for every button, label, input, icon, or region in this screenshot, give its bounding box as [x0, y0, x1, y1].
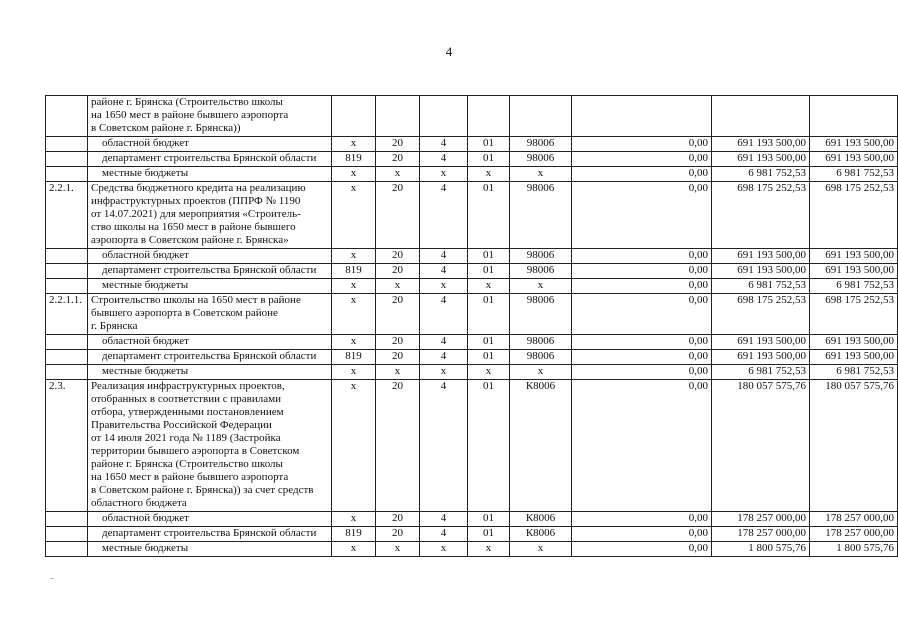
code-cell-direction: 98006: [510, 152, 572, 167]
code-cell-subprogram: х: [420, 365, 468, 380]
table-row: [46, 542, 898, 557]
code-cell-direction: 98006: [510, 335, 572, 350]
code-cell-main-event: 01: [468, 264, 510, 279]
table-row: [46, 264, 898, 279]
amount-cell-1: 0,00: [572, 365, 712, 380]
code-cell-main-event: х: [468, 542, 510, 557]
code-cell-main-event: 01: [468, 182, 510, 249]
code-cell-subprogram: 4: [420, 512, 468, 527]
code-cell-grbs: 819: [332, 152, 376, 167]
row-name-cell: Строительство школы на 1650 мест в районе бывшего аэропорта в Советском районе г. Брянска: [88, 294, 332, 335]
code-cell-subprogram: х: [420, 167, 468, 182]
row-number-cell: 2.2.1.: [46, 182, 88, 249]
code-cell-program: 20: [376, 527, 420, 542]
code-cell-main-event: 01: [468, 152, 510, 167]
code-cell-program: 20: [376, 380, 420, 512]
amount-cell-2: 691 193 500,00: [712, 350, 810, 365]
amount-cell-2: 1 800 575,76: [712, 542, 810, 557]
code-cell-grbs: х: [332, 380, 376, 512]
code-cell-subprogram: 4: [420, 152, 468, 167]
row-name-cell: областной бюджет: [88, 335, 332, 350]
row-number-cell: [46, 527, 88, 542]
budget-table: [45, 95, 898, 557]
amount-cell-3: 1 800 575,76: [810, 542, 898, 557]
table-row: [46, 365, 898, 380]
amount-cell-1: 0,00: [572, 152, 712, 167]
row-number-cell: 2.3.: [46, 380, 88, 512]
amount-cell-3: 691 193 500,00: [810, 152, 898, 167]
code-cell-subprogram: 4: [420, 182, 468, 249]
code-cell-program: 20: [376, 335, 420, 350]
row-number-cell: [46, 512, 88, 527]
amount-cell-2: 691 193 500,00: [712, 137, 810, 152]
amount-cell-2: 180 057 575,76: [712, 380, 810, 512]
row-name-cell: районе г. Брянска (Строительство школы на 1650 мест в районе бывшего аэропорта в Советском районе г. Брянска)): [88, 96, 332, 137]
amount-cell-2: 698 175 252,53: [712, 294, 810, 335]
amount-cell-3: 698 175 252,53: [810, 294, 898, 335]
amount-cell-3: 6 981 752,53: [810, 279, 898, 294]
code-cell-program: х: [376, 365, 420, 380]
code-cell-program: 20: [376, 294, 420, 335]
code-cell-program: [376, 96, 420, 137]
amount-cell-3: 691 193 500,00: [810, 350, 898, 365]
code-cell-direction: 98006: [510, 264, 572, 279]
row-name-cell: областной бюджет: [88, 137, 332, 152]
code-cell-grbs: х: [332, 182, 376, 249]
code-cell-grbs: х: [332, 365, 376, 380]
code-cell-program: 20: [376, 249, 420, 264]
row-name-cell: департамент строительства Брянской области: [88, 350, 332, 365]
row-name-cell: местные бюджеты: [88, 365, 332, 380]
row-number-cell: 2.2.1.1.: [46, 294, 88, 335]
code-cell-direction: х: [510, 279, 572, 294]
code-cell-grbs: х: [332, 294, 376, 335]
amount-cell-1: 0,00: [572, 137, 712, 152]
code-cell-main-event: 01: [468, 294, 510, 335]
row-number-cell: [46, 137, 88, 152]
code-cell-grbs: х: [332, 249, 376, 264]
code-cell-subprogram: 4: [420, 294, 468, 335]
code-cell-subprogram: 4: [420, 335, 468, 350]
table-row: [46, 137, 898, 152]
table-row: [46, 527, 898, 542]
page-number: 4: [445, 44, 453, 59]
amount-cell-2: 698 175 252,53: [712, 182, 810, 249]
amount-cell-3: 691 193 500,00: [810, 249, 898, 264]
code-cell-grbs: х: [332, 335, 376, 350]
table-row: [46, 294, 898, 335]
row-name-cell: областной бюджет: [88, 249, 332, 264]
code-cell-direction: х: [510, 167, 572, 182]
amount-cell-1: 0,00: [572, 542, 712, 557]
amount-cell-1: 0,00: [572, 167, 712, 182]
code-cell-grbs: 819: [332, 350, 376, 365]
code-cell-grbs: х: [332, 542, 376, 557]
code-cell-direction: [510, 96, 572, 137]
code-cell-subprogram: 4: [420, 350, 468, 365]
code-cell-direction: К8006: [510, 380, 572, 512]
amount-cell-2: [712, 96, 810, 137]
code-cell-direction: 98006: [510, 350, 572, 365]
amount-cell-2: 691 193 500,00: [712, 335, 810, 350]
code-cell-main-event: 01: [468, 137, 510, 152]
code-cell-direction: х: [510, 542, 572, 557]
amount-cell-3: [810, 96, 898, 137]
amount-cell-1: 0,00: [572, 264, 712, 279]
amount-cell-1: 0,00: [572, 512, 712, 527]
amount-cell-1: 0,00: [572, 350, 712, 365]
code-cell-direction: К8006: [510, 512, 572, 527]
row-number-cell: [46, 152, 88, 167]
code-cell-main-event: 01: [468, 249, 510, 264]
row-name-cell: департамент строительства Брянской области: [88, 264, 332, 279]
code-cell-direction: К8006: [510, 527, 572, 542]
code-cell-direction: 98006: [510, 137, 572, 152]
table-row: [46, 152, 898, 167]
table-row: [46, 335, 898, 350]
code-cell-program: 20: [376, 137, 420, 152]
row-name-cell: департамент строительства Брянской области: [88, 152, 332, 167]
amount-cell-1: 0,00: [572, 279, 712, 294]
code-cell-subprogram: 4: [420, 527, 468, 542]
table-row: [46, 350, 898, 365]
amount-cell-1: 0,00: [572, 182, 712, 249]
code-cell-subprogram: 4: [420, 380, 468, 512]
amount-cell-2: 178 257 000,00: [712, 527, 810, 542]
code-cell-main-event: х: [468, 167, 510, 182]
code-cell-program: х: [376, 167, 420, 182]
table-row: [46, 182, 898, 249]
code-cell-grbs: х: [332, 137, 376, 152]
amount-cell-3: 691 193 500,00: [810, 137, 898, 152]
code-cell-main-event: [468, 96, 510, 137]
amount-cell-1: 0,00: [572, 249, 712, 264]
code-cell-main-event: 01: [468, 527, 510, 542]
code-cell-program: х: [376, 279, 420, 294]
row-name-cell: Средства бюджетного кредита на реализацию инфраструктурных проектов (ППРФ № 1190 от 14.07.2021) для мероприятия «Строитель- ство школы на 1650 мест в районе бывшего аэропорта в Советском районе г. Брянска»: [88, 182, 332, 249]
row-name-cell: местные бюджеты: [88, 279, 332, 294]
code-cell-program: 20: [376, 512, 420, 527]
row-name-cell: департамент строительства Брянской области: [88, 527, 332, 542]
amount-cell-2: 691 193 500,00: [712, 264, 810, 279]
amount-cell-3: 178 257 000,00: [810, 512, 898, 527]
code-cell-subprogram: х: [420, 279, 468, 294]
amount-cell-3: 691 193 500,00: [810, 264, 898, 279]
amount-cell-2: 6 981 752,53: [712, 279, 810, 294]
code-cell-subprogram: [420, 96, 468, 137]
code-cell-main-event: 01: [468, 512, 510, 527]
row-number-cell: [46, 279, 88, 294]
row-number-cell: [46, 167, 88, 182]
row-number-cell: [46, 365, 88, 380]
row-number-cell: [46, 350, 88, 365]
code-cell-subprogram: 4: [420, 249, 468, 264]
amount-cell-3: 691 193 500,00: [810, 335, 898, 350]
table-row: [46, 512, 898, 527]
code-cell-grbs: 819: [332, 264, 376, 279]
code-cell-grbs: [332, 96, 376, 137]
row-name-cell: Реализация инфраструктурных проектов, отобранных в соответствии с правилами отбора, утвержденными постановлением Правительства Российской Федерации от 14 июля 2021 года № 1189 (Застройка территории бывшего аэропорта в Советском районе г. Брянска (Строительство школы на 1650 мест в районе бывшего аэропорта в Советском районе г. Брянска)) за счет средств областного бюджета: [88, 380, 332, 512]
amount-cell-1: 0,00: [572, 380, 712, 512]
amount-cell-1: 0,00: [572, 335, 712, 350]
row-number-cell: [46, 264, 88, 279]
code-cell-direction: х: [510, 365, 572, 380]
amount-cell-3: 180 057 575,76: [810, 380, 898, 512]
code-cell-program: 20: [376, 264, 420, 279]
code-cell-direction: 98006: [510, 182, 572, 249]
code-cell-grbs: х: [332, 167, 376, 182]
amount-cell-1: [572, 96, 712, 137]
code-cell-program: 20: [376, 182, 420, 249]
code-cell-main-event: 01: [468, 380, 510, 512]
amount-cell-1: 0,00: [572, 294, 712, 335]
amount-cell-2: 691 193 500,00: [712, 249, 810, 264]
amount-cell-2: 6 981 752,53: [712, 365, 810, 380]
code-cell-direction: 98006: [510, 249, 572, 264]
amount-cell-3: 6 981 752,53: [810, 167, 898, 182]
amount-cell-3: 178 257 000,00: [810, 527, 898, 542]
row-number-cell: [46, 96, 88, 137]
code-cell-main-event: 01: [468, 335, 510, 350]
code-cell-subprogram: х: [420, 542, 468, 557]
code-cell-program: х: [376, 542, 420, 557]
code-cell-subprogram: 4: [420, 137, 468, 152]
table-row: [46, 167, 898, 182]
code-cell-grbs: х: [332, 512, 376, 527]
row-number-cell: [46, 249, 88, 264]
amount-cell-1: 0,00: [572, 527, 712, 542]
code-cell-program: 20: [376, 350, 420, 365]
table-row: [46, 279, 898, 294]
amount-cell-3: 698 175 252,53: [810, 182, 898, 249]
row-name-cell: областной бюджет: [88, 512, 332, 527]
code-cell-main-event: 01: [468, 350, 510, 365]
row-number-cell: [46, 335, 88, 350]
code-cell-main-event: х: [468, 279, 510, 294]
code-cell-program: 20: [376, 152, 420, 167]
amount-cell-2: 691 193 500,00: [712, 152, 810, 167]
code-cell-grbs: 819: [332, 527, 376, 542]
code-cell-main-event: х: [468, 365, 510, 380]
amount-cell-2: 178 257 000,00: [712, 512, 810, 527]
amount-cell-3: 6 981 752,53: [810, 365, 898, 380]
code-cell-direction: 98006: [510, 294, 572, 335]
row-number-cell: [46, 542, 88, 557]
row-name-cell: местные бюджеты: [88, 167, 332, 182]
amount-cell-2: 6 981 752,53: [712, 167, 810, 182]
table-row: [46, 96, 898, 137]
table-row: [46, 380, 898, 512]
scan-mark: [50, 578, 54, 579]
code-cell-subprogram: 4: [420, 264, 468, 279]
code-cell-grbs: х: [332, 279, 376, 294]
table-row: [46, 249, 898, 264]
row-name-cell: местные бюджеты: [88, 542, 332, 557]
